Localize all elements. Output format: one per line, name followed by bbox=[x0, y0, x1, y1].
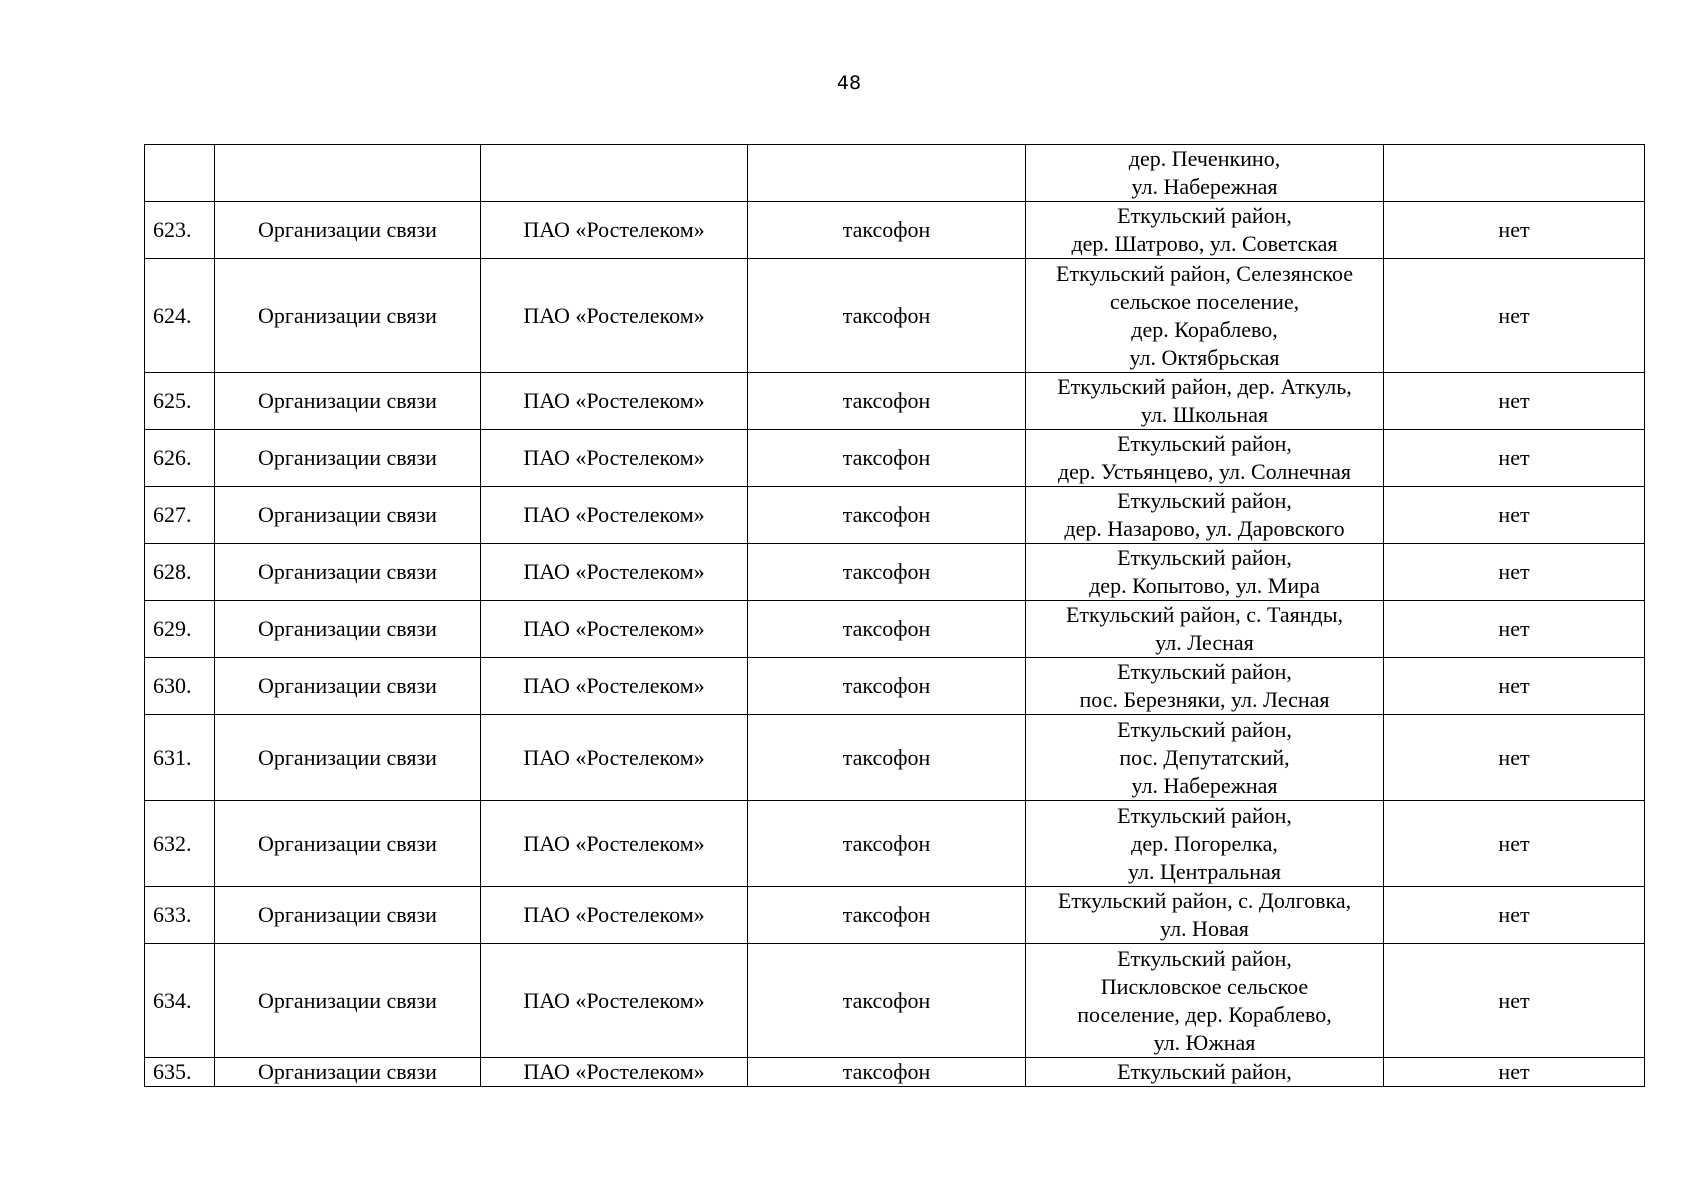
category-cell: Организации связи bbox=[215, 1058, 481, 1087]
category-cell: Организации связи bbox=[215, 373, 481, 430]
row-number-cell: 629. bbox=[145, 601, 215, 658]
address-line: Еткульский район, bbox=[1117, 545, 1292, 570]
address-line: Еткульский район, bbox=[1117, 945, 1292, 971]
address-cell bbox=[1026, 1058, 1384, 1087]
row-number-cell: 632. bbox=[145, 801, 215, 887]
address-cell bbox=[1026, 259, 1384, 373]
row-number-cell: 626. bbox=[145, 430, 215, 487]
status-cell: нет bbox=[1384, 887, 1645, 944]
row-number-cell: 630. bbox=[145, 658, 215, 715]
address-cell bbox=[1026, 487, 1384, 544]
status-cell: нет bbox=[1384, 202, 1645, 259]
address-line: Еткульский район, bbox=[1117, 716, 1292, 742]
status-cell: нет bbox=[1384, 944, 1645, 1058]
category-cell: Организации связи bbox=[215, 259, 481, 373]
status-cell: нет bbox=[1384, 1058, 1645, 1087]
category-cell: Организации связи bbox=[215, 487, 481, 544]
owner-cell: ПАО «Ростелеком» bbox=[481, 887, 748, 944]
address-cell bbox=[1026, 944, 1384, 1058]
address-line: Еткульский район, bbox=[1117, 1059, 1292, 1084]
table-row bbox=[145, 944, 1645, 1058]
owner-cell: ПАО «Ростелеком» bbox=[481, 202, 748, 259]
table-row bbox=[145, 887, 1645, 944]
object-type-cell: таксофон bbox=[748, 430, 1026, 487]
object-type-cell: таксофон bbox=[748, 544, 1026, 601]
address-line: Еткульский район, bbox=[1117, 203, 1292, 228]
address-line: дер. Назарово, ул. Даровского bbox=[1064, 516, 1345, 541]
table-row bbox=[145, 1058, 1645, 1087]
address-line: дер. Устьянцево, ул. Солнечная bbox=[1057, 459, 1352, 484]
status-cell: нет bbox=[1384, 658, 1645, 715]
address-cell bbox=[1026, 658, 1384, 715]
category-cell: Организации связи bbox=[215, 801, 481, 887]
table-row bbox=[145, 430, 1645, 487]
address-line: Еткульский район, bbox=[1117, 802, 1292, 828]
row-number-cell: 634. bbox=[145, 944, 215, 1058]
row-number-cell: 633. bbox=[145, 887, 215, 944]
status-cell: нет bbox=[1384, 487, 1645, 544]
category-cell: Организации связи bbox=[215, 202, 481, 259]
category-cell: Организации связи bbox=[215, 715, 481, 801]
object-type-cell: таксофон bbox=[748, 259, 1026, 373]
row-number-cell: 624. bbox=[145, 259, 215, 373]
address-cell bbox=[1026, 715, 1384, 801]
address-cell bbox=[1026, 887, 1384, 944]
address-line: ул. Южная bbox=[1153, 1029, 1256, 1055]
address-cell bbox=[1026, 601, 1384, 658]
address-cell bbox=[1026, 544, 1384, 601]
table-row bbox=[145, 145, 1645, 202]
address-cell bbox=[1026, 430, 1384, 487]
row-number-cell: 625. bbox=[145, 373, 215, 430]
row-number-cell: 628. bbox=[145, 544, 215, 601]
category-cell: Организации связи bbox=[215, 430, 481, 487]
row-number-cell: 623. bbox=[145, 202, 215, 259]
address-line: Еткульский район, bbox=[1117, 431, 1292, 456]
address-line: Еткульский район, bbox=[1117, 659, 1292, 684]
category-cell: Организации связи bbox=[215, 887, 481, 944]
address-line: ул. Лесная bbox=[1155, 630, 1254, 655]
address-line: пос. Березняки, ул. Лесная bbox=[1079, 687, 1330, 712]
address-line: Еткульский район, с. Долговка, bbox=[1057, 888, 1352, 913]
page-number: 48 bbox=[836, 72, 862, 94]
owner-cell bbox=[481, 145, 748, 202]
owner-cell: ПАО «Ростелеком» bbox=[481, 944, 748, 1058]
address-line: поселение, дер. Кораблево, bbox=[1077, 1001, 1332, 1027]
status-cell: нет bbox=[1384, 373, 1645, 430]
address-line: ул. Новая bbox=[1160, 916, 1249, 941]
object-type-cell bbox=[748, 145, 1026, 202]
address-line: дер. Погорелка, bbox=[1131, 830, 1278, 856]
object-type-cell: таксофон bbox=[748, 202, 1026, 259]
owner-cell: ПАО «Ростелеком» bbox=[481, 601, 748, 658]
address-line: Еткульский район, с. Таянды, bbox=[1065, 602, 1344, 627]
table-row bbox=[145, 373, 1645, 430]
object-type-cell: таксофон bbox=[748, 487, 1026, 544]
owner-cell: ПАО «Ростелеком» bbox=[481, 715, 748, 801]
owner-cell: ПАО «Ростелеком» bbox=[481, 430, 748, 487]
status-cell: нет bbox=[1384, 430, 1645, 487]
table-row bbox=[145, 544, 1645, 601]
address-line: ул. Октябрьская bbox=[1129, 344, 1280, 370]
address-line: Пискловское сельское bbox=[1100, 973, 1309, 999]
address-cell bbox=[1026, 145, 1384, 202]
address-cell bbox=[1026, 202, 1384, 259]
address-line: Еткульский район, Селезянское bbox=[1056, 260, 1353, 286]
owner-cell: ПАО «Ростелеком» bbox=[481, 487, 748, 544]
category-cell bbox=[215, 145, 481, 202]
register-table bbox=[144, 144, 1645, 1087]
table-row bbox=[145, 601, 1645, 658]
category-cell: Организации связи bbox=[215, 658, 481, 715]
object-type-cell: таксофон bbox=[748, 1058, 1026, 1087]
object-type-cell: таксофон bbox=[748, 801, 1026, 887]
owner-cell: ПАО «Ростелеком» bbox=[481, 259, 748, 373]
row-number-cell: 631. bbox=[145, 715, 215, 801]
address-line: сельское поселение, bbox=[1109, 288, 1300, 314]
status-cell: нет bbox=[1384, 544, 1645, 601]
table-row bbox=[145, 487, 1645, 544]
table-row bbox=[145, 259, 1645, 373]
status-cell: нет bbox=[1384, 801, 1645, 887]
object-type-cell: таксофон bbox=[748, 373, 1026, 430]
object-type-cell: таксофон bbox=[748, 658, 1026, 715]
owner-cell: ПАО «Ростелеком» bbox=[481, 658, 748, 715]
row-number-cell: 635. bbox=[145, 1058, 215, 1087]
category-cell: Организации связи bbox=[215, 944, 481, 1058]
owner-cell: ПАО «Ростелеком» bbox=[481, 544, 748, 601]
object-type-cell: таксофон bbox=[748, 715, 1026, 801]
row-number-cell bbox=[145, 145, 215, 202]
owner-cell: ПАО «Ростелеком» bbox=[481, 801, 748, 887]
address-line: ул. Набережная bbox=[1131, 174, 1278, 199]
address-line: дер. Шатрово, ул. Советская bbox=[1071, 231, 1338, 256]
status-cell bbox=[1384, 145, 1645, 202]
address-cell bbox=[1026, 801, 1384, 887]
address-line: дер. Кораблево, bbox=[1131, 316, 1278, 342]
table-row bbox=[145, 202, 1645, 259]
object-type-cell: таксофон bbox=[748, 944, 1026, 1058]
address-line: ул. Центральная bbox=[1128, 858, 1281, 884]
address-cell bbox=[1026, 373, 1384, 430]
object-type-cell: таксофон bbox=[748, 601, 1026, 658]
owner-cell: ПАО «Ростелеком» bbox=[481, 373, 748, 430]
address-line: Еткульский район, bbox=[1117, 488, 1292, 513]
address-line: Еткульский район, дер. Аткуль, bbox=[1057, 374, 1352, 399]
category-cell: Организации связи bbox=[215, 544, 481, 601]
table-row bbox=[145, 715, 1645, 801]
table-row bbox=[145, 658, 1645, 715]
category-cell: Организации связи bbox=[215, 601, 481, 658]
row-number-cell: 627. bbox=[145, 487, 215, 544]
status-cell: нет bbox=[1384, 715, 1645, 801]
table-row bbox=[145, 801, 1645, 887]
address-line: дер. Печенкино, bbox=[1128, 146, 1281, 171]
status-cell: нет bbox=[1384, 259, 1645, 373]
owner-cell: ПАО «Ростелеком» bbox=[481, 1058, 748, 1087]
address-line: пос. Депутатский, bbox=[1119, 744, 1290, 770]
object-type-cell: таксофон bbox=[748, 887, 1026, 944]
status-cell: нет bbox=[1384, 601, 1645, 658]
table-body bbox=[145, 145, 1645, 1087]
address-line: дер. Копытово, ул. Мира bbox=[1089, 573, 1320, 598]
address-line: ул. Набережная bbox=[1131, 772, 1278, 798]
address-line: ул. Школьная bbox=[1140, 402, 1269, 427]
